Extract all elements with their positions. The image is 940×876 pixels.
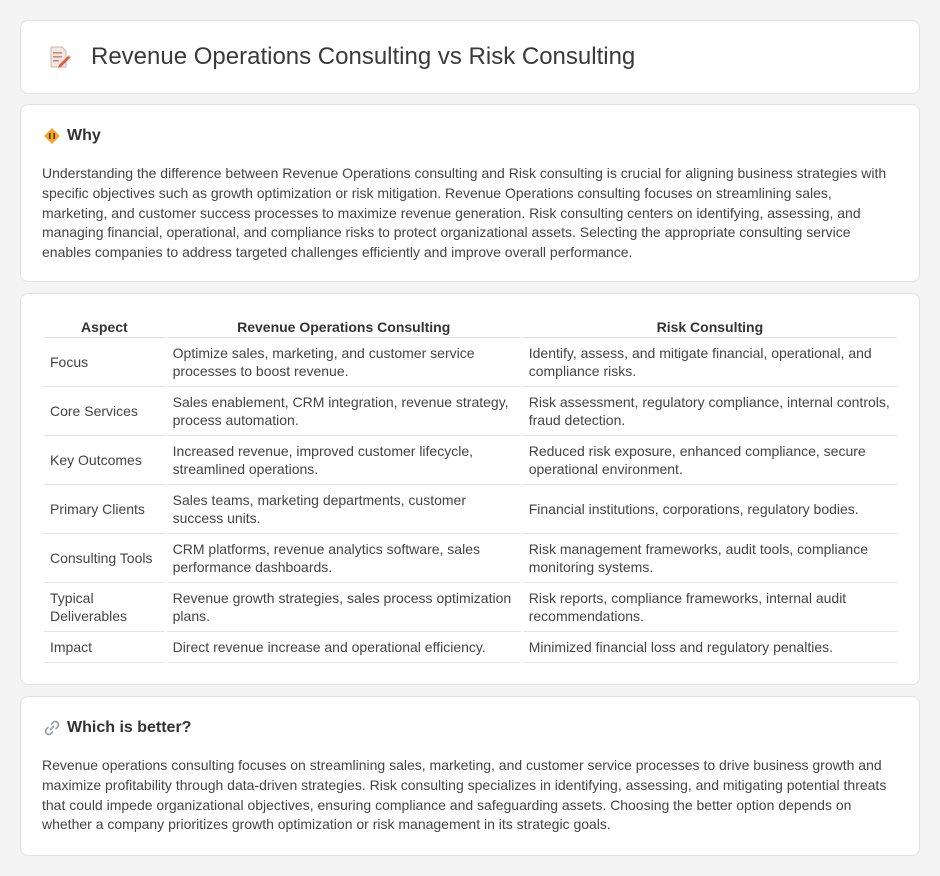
why-section	[20, 104, 920, 282]
risk-cell: Risk assessment, regulatory compliance, internal controls, fraud detection.	[523, 387, 897, 436]
revops-cell: Direct revenue increase and operational efficiency.	[167, 632, 521, 663]
revops-cell: Sales teams, marketing departments, customer success units.	[167, 485, 521, 534]
better-text: Revenue operations consulting focuses on streamlining sales, marketing, and customer service processes to drive business growth and maximize profitability through data-driven strategies. Risk consulting specializes in identifying, assessing, and mitigating potential threats that could impede organizational objectives, ensuring compliance and safeguarding assets. Choosing the better option depends on whether a company prioritizes growth optimization or risk management in its strategic goals.	[42, 757, 887, 833]
risk-cell: Identify, assess, and mitigate financial, operational, and compliance risks.	[523, 338, 897, 387]
aspect-cell: Focus	[44, 338, 165, 387]
why-text: Understanding the difference between Revenue Operations consulting and Risk consulting is crucial for aligning business strategies with specific objectives such as growth optimization or risk mitigation. Revenue Operations consulting focuses on streamlining sales, marketing, and customer success processes to maximize revenue generation. Risk consulting centers on identifying, assessing, and managing financial, operational, and compliance risks to protect organizational assets. Selecting the appropriate consulting service enables companies to address targeted challenges efficiently and improve overall performance.	[42, 165, 887, 261]
risk-cell: Financial institutions, corporations, regulatory bodies.	[523, 485, 897, 534]
table-row	[44, 583, 897, 632]
risk-cell: Reduced risk exposure, enhanced compliance, secure operational environment.	[523, 436, 897, 485]
risk-cell: Risk management frameworks, audit tools, compliance monitoring systems.	[523, 534, 897, 583]
table-row	[44, 387, 897, 436]
link-icon	[43, 719, 61, 737]
revops-cell: Sales enablement, CRM integration, revenue strategy, process automation.	[167, 387, 521, 436]
risk-cell: Risk reports, compliance frameworks, internal audit recommendations.	[523, 583, 897, 632]
table-row	[44, 632, 897, 663]
aspect-cell: Consulting Tools	[44, 534, 165, 583]
comparison-table	[42, 316, 899, 663]
better-title: Which is better?	[67, 719, 192, 736]
revops-cell: Optimize sales, marketing, and customer service processes to boost revenue.	[167, 338, 521, 387]
table-header-row	[44, 316, 897, 338]
revops-cell: Increased revenue, improved customer lifecycle, streamlined operations.	[167, 436, 521, 485]
why-title: Why	[67, 127, 101, 144]
document-edit-icon	[47, 45, 71, 69]
which-better-section	[20, 696, 920, 856]
table-row	[44, 436, 897, 485]
page-title: Revenue Operations Consulting vs Risk Consulting	[91, 43, 636, 70]
why-header	[43, 127, 101, 145]
table-row	[44, 534, 897, 583]
aspect-cell: Core Services	[44, 387, 165, 436]
better-header	[43, 719, 191, 737]
aspect-cell: Key Outcomes	[44, 436, 165, 485]
header-risk: Risk Consulting	[523, 316, 897, 338]
aspect-cell: Impact	[44, 632, 165, 663]
title-card	[20, 20, 920, 94]
diamond-warning-icon	[43, 127, 61, 145]
revops-cell: CRM platforms, revenue analytics software, sales performance dashboards.	[167, 534, 521, 583]
header-aspect: Aspect	[44, 316, 165, 338]
risk-cell: Minimized financial loss and regulatory penalties.	[523, 632, 897, 663]
table-row	[44, 485, 897, 534]
revops-cell: Revenue growth strategies, sales process optimization plans.	[167, 583, 521, 632]
aspect-cell: Typical Deliverables	[44, 583, 165, 632]
header-revops: Revenue Operations Consulting	[167, 316, 521, 338]
comparison-section	[20, 293, 920, 685]
aspect-cell: Primary Clients	[44, 485, 165, 534]
table-row	[44, 338, 897, 387]
